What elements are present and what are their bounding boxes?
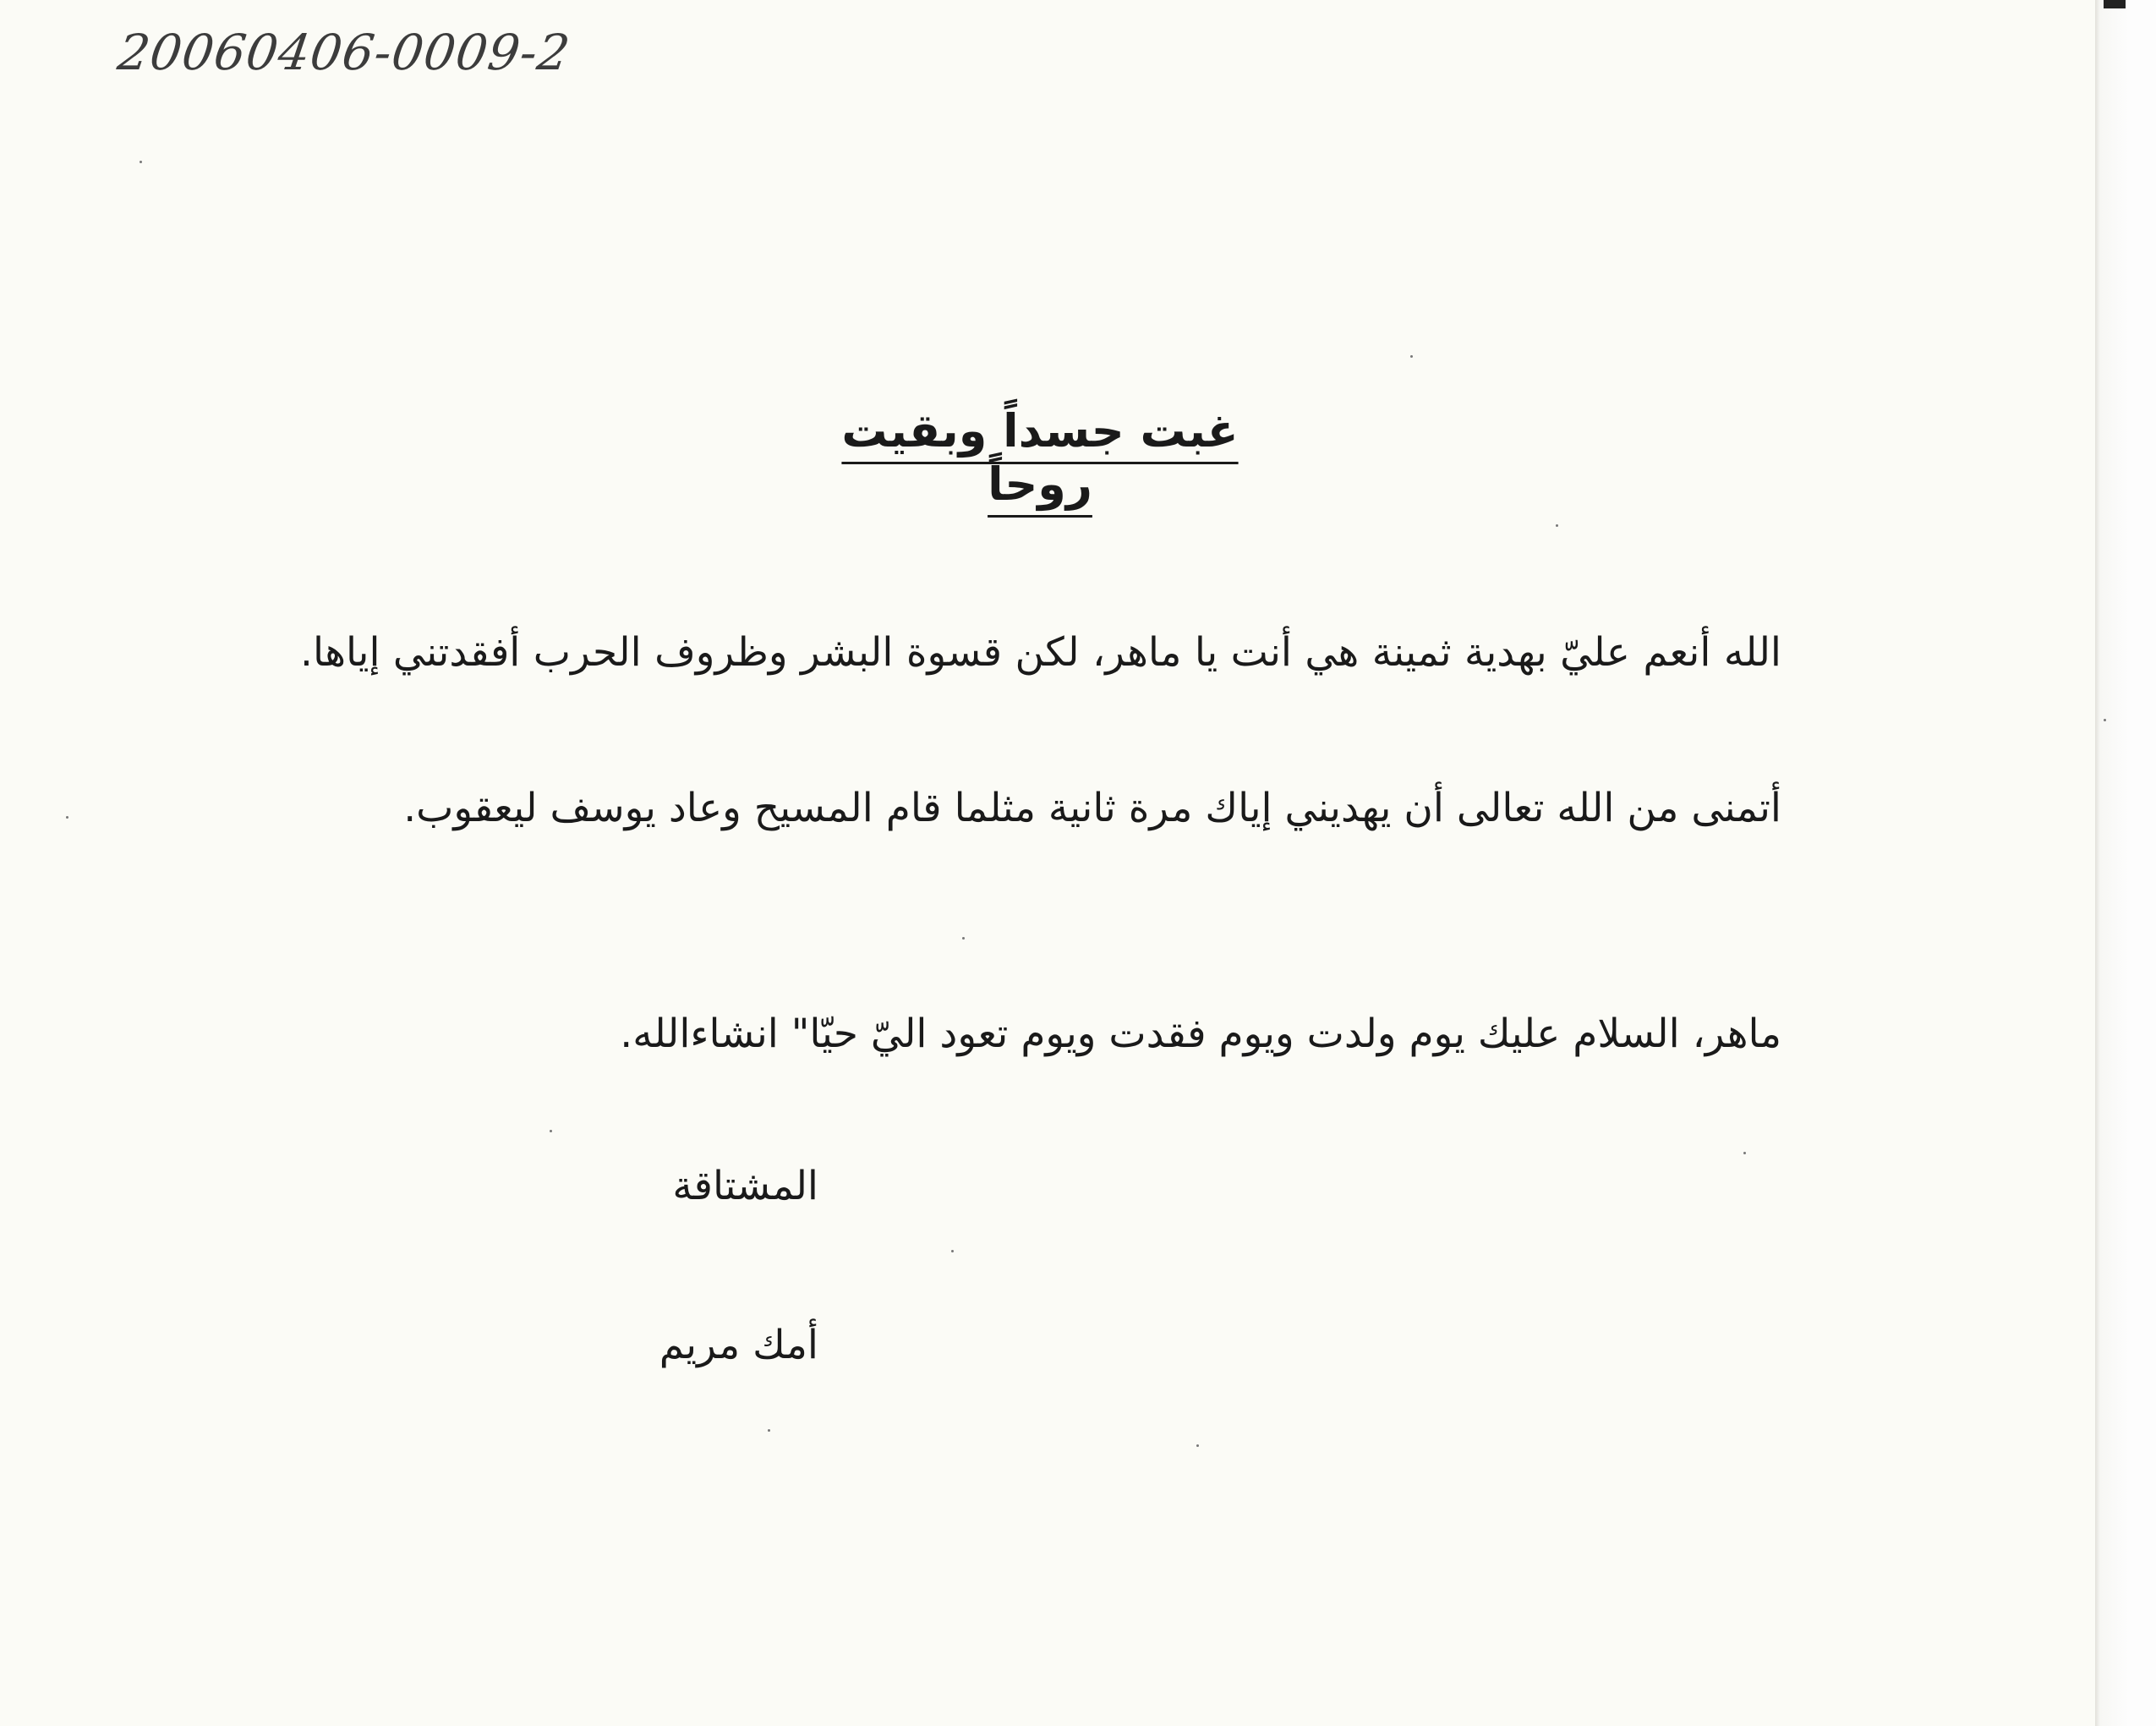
scan-speck xyxy=(1410,355,1413,358)
paper-edge xyxy=(2095,0,2156,1726)
signature-line-2: أمك مريم xyxy=(659,1322,818,1368)
scan-speck xyxy=(140,161,142,163)
scan-speck xyxy=(1556,524,1558,527)
handwritten-reference-number: 20060406-0009-2 xyxy=(114,24,574,81)
scan-speck xyxy=(550,1130,552,1132)
letter-body: الله أنعم عليّ بهدية ثمينة هي أنت يا ماهر، لكن قسوة البشر وظروف الحرب أفقدتني إياها. أتمنى من الله تعالى أن يهديني إياك مرة ثانية مثلما قام المسيح وعاد يوسف ليعقوب. xyxy=(300,629,1781,831)
scan-speck xyxy=(1196,1444,1199,1447)
scan-speck xyxy=(768,1429,770,1432)
scan-speck xyxy=(962,937,965,940)
letter-title: غبت جسداً وبقيت روحاً xyxy=(841,404,1239,511)
signature-line-1: المشتاقة xyxy=(672,1163,818,1209)
letter-closing: ماهر، السلام عليك يوم ولدت ويوم فقدت ويوم تعود اليّ حيّا" انشاءالله. xyxy=(620,1011,1781,1057)
binder-mark xyxy=(2104,0,2126,8)
scan-speck xyxy=(951,1250,954,1252)
scan-speck xyxy=(2104,719,2106,721)
scan-speck xyxy=(66,816,68,819)
scan-speck xyxy=(1743,1152,1746,1154)
